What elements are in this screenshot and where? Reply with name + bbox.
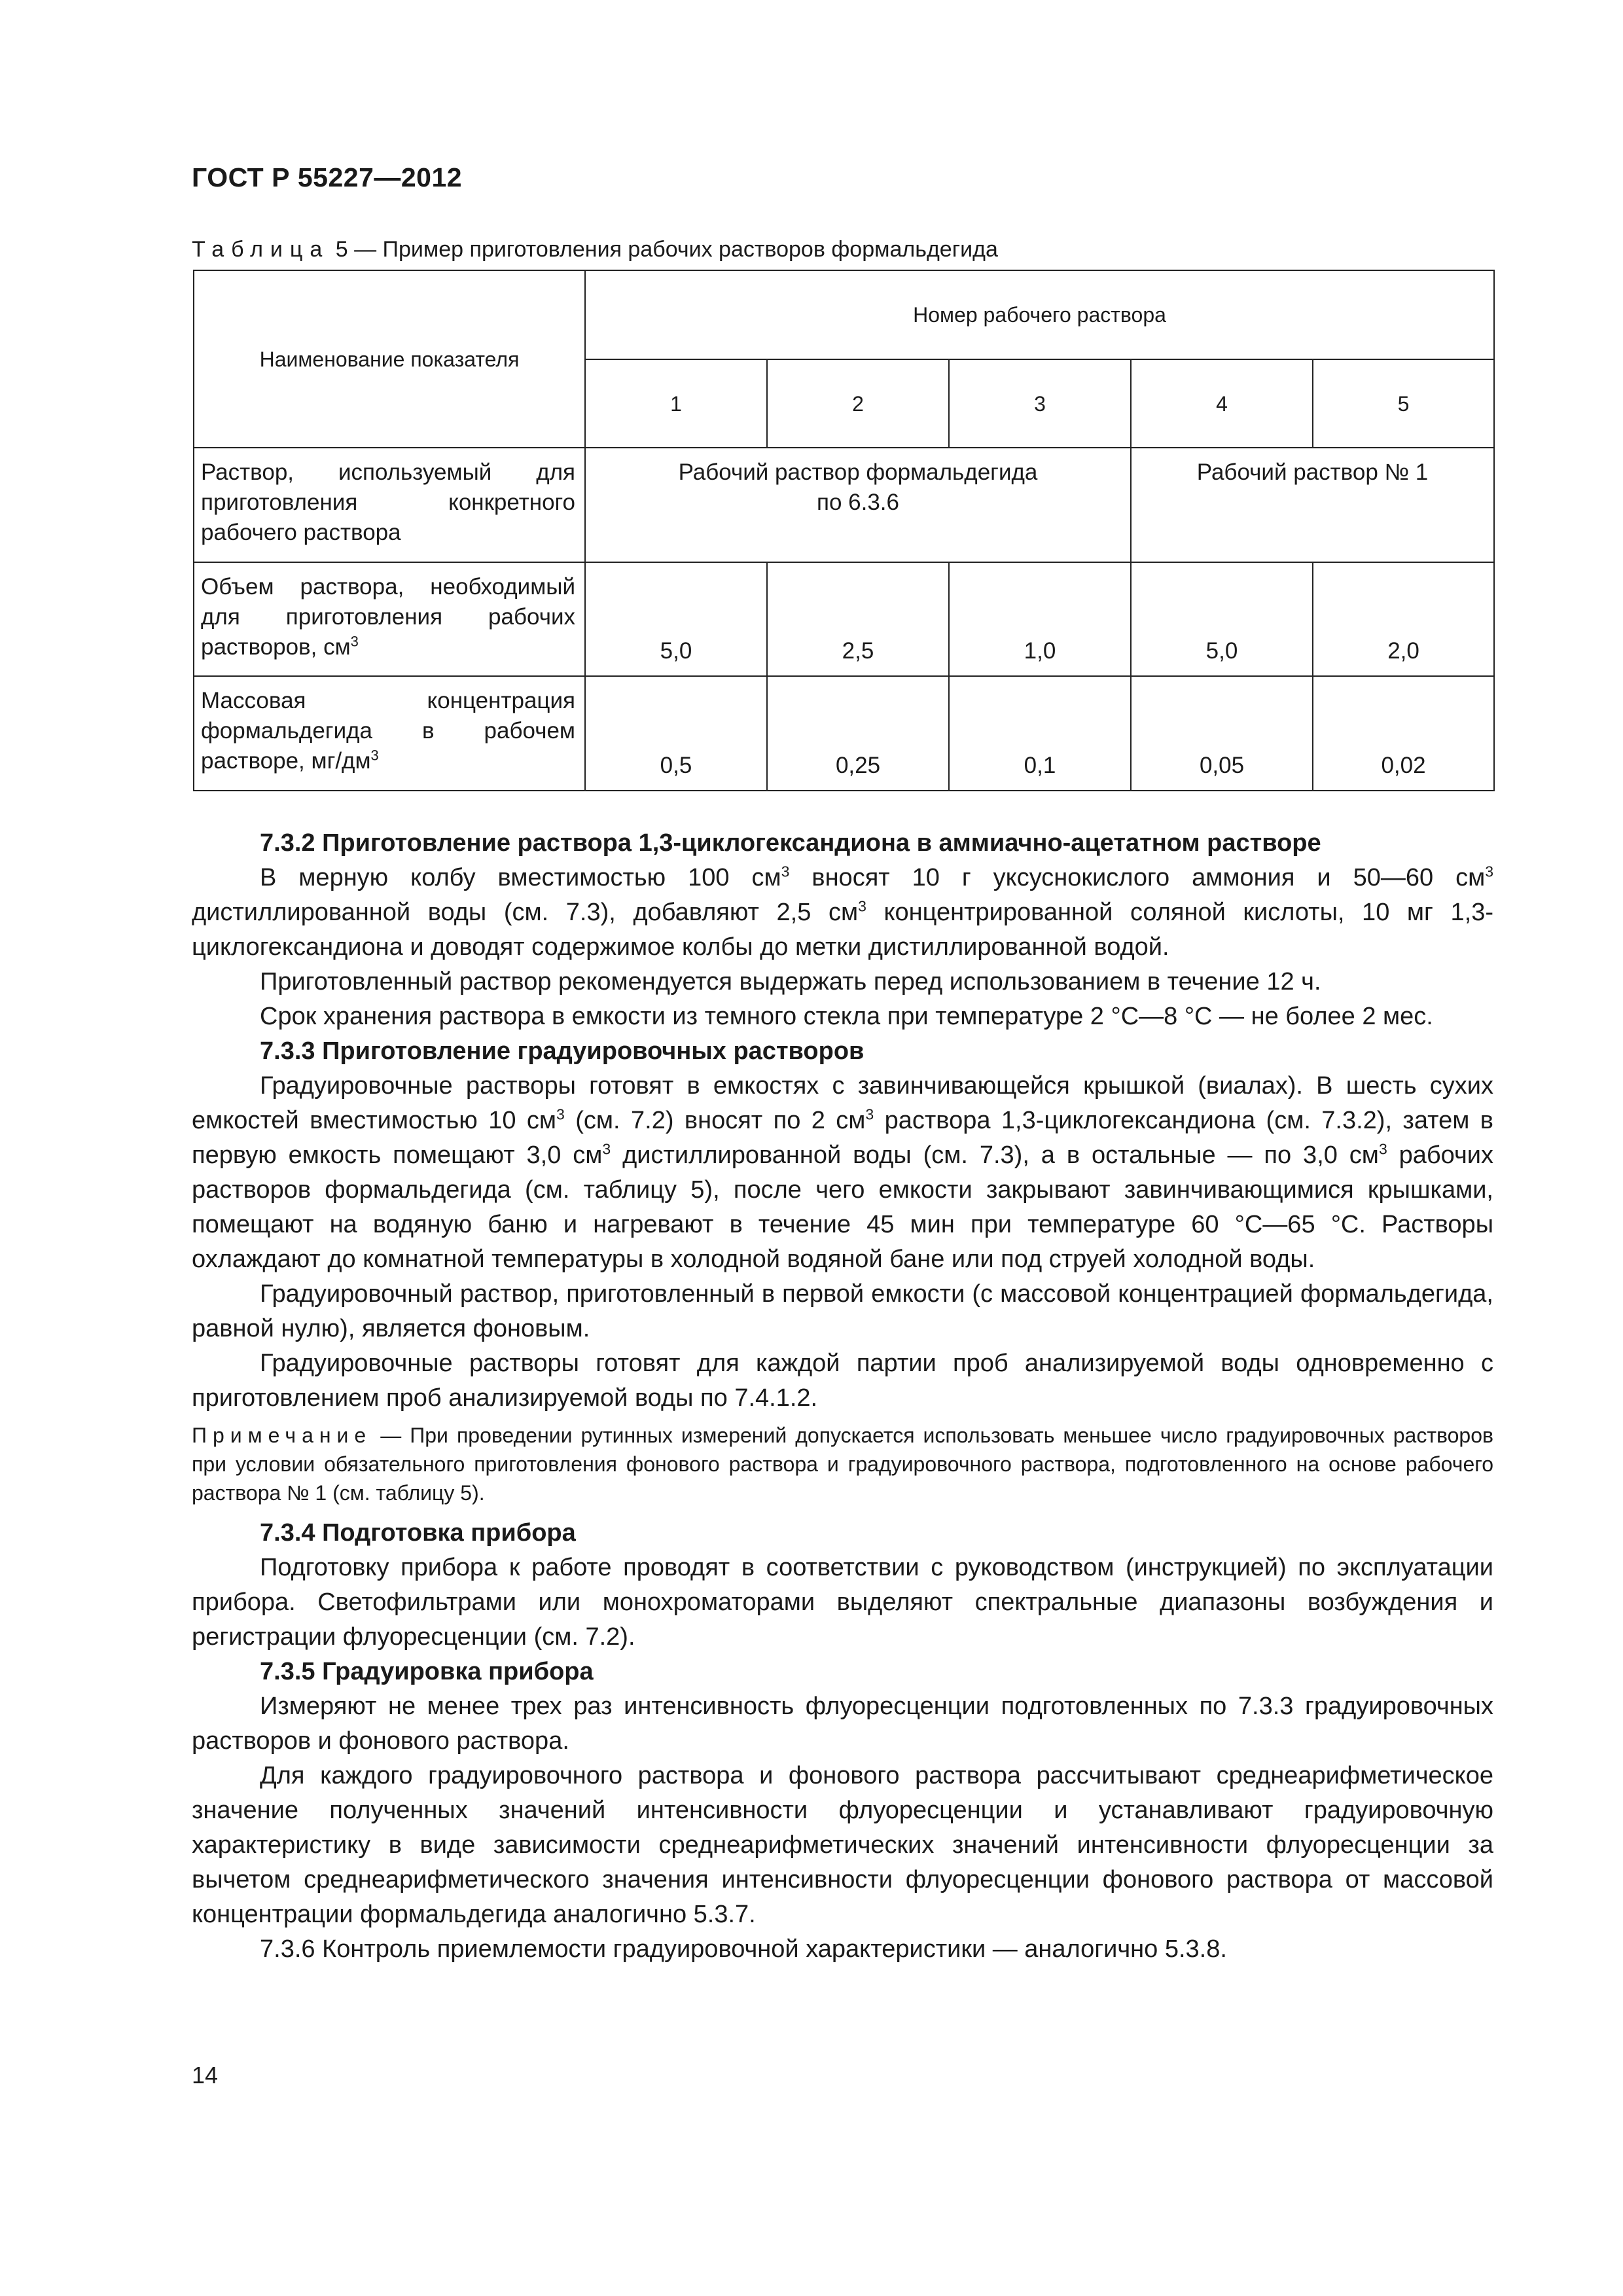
table-caption [192, 237, 998, 262]
text-run: Градуировочные растворы готовят в емкостях с завинчивающейся крышкой (виалах). В шесть сухих емкостей вместимостью 10 см [192, 1072, 1493, 1134]
table-row [194, 676, 1494, 791]
text-run: концентрированной соляной кислоты, 10 мг 1,3-циклогександиона и доводят содержимое колбы до метки дистиллированной водой. [192, 899, 1494, 961]
section-7-3-6: 7.3.6 Контроль приемлемости градуировочной характеристики — аналогично 5.3.8. [260, 1935, 1227, 1963]
paragraph: Градуировочные растворы готовят для каждой партии проб анализируемой воды одновременно с приготовлением проб анализируемой воды по 7.4.1.2. [192, 1350, 1493, 1412]
cell-volume-3: 1,0 [949, 562, 1131, 676]
cell-volume-1: 5,0 [585, 562, 767, 676]
cell-source-formaldehyde [585, 448, 1131, 562]
note-text: — При проведении рутинных измерений допускается использовать меньшее число градуировочных растворов при условии обязательного приготовления фонового раствора и градуировочного раствора, подготовленного на основе рабочего раствора № 1 (см. таблицу 5). [192, 1424, 1493, 1505]
paragraph: Срок хранения раствора в емкости из темного стекла при температуре 2 °С—8 °С — не более 2 мес. [260, 1003, 1433, 1030]
paragraph: Приготовленный раствор рекомендуется выдержать перед использованием в течение 12 ч. [260, 968, 1321, 996]
cell-concentration-2: 0,25 [767, 676, 949, 791]
formaldehyde-solutions-table [193, 270, 1495, 791]
header-cell-col-5: 5 [1313, 359, 1494, 448]
cell-concentration-3: 0,1 [949, 676, 1131, 791]
row-label-volume [194, 562, 585, 676]
text-run: вносят 10 г уксуснокислого аммония и 50—60 см [789, 864, 1486, 891]
header-cell-col-1: 1 [585, 359, 767, 448]
paragraph: Измеряют не менее трех раз интенсивность флуоресценции подготовленных по 7.3.3 градуировочных растворов и фонового раствора. [192, 1693, 1493, 1755]
table-row [194, 448, 1494, 562]
row-label-volume-sup: 3 [350, 633, 359, 650]
text-run: рабочих растворов формальдегида (см. таблицу 5), после чего емкости закрывают завинчивающимися крышками, помещают на водяную баню и нагревают в течение 45 мин при температуре 60 °С—65 °С. Растворы охлаждают до комнатной температуры в холодной водяной бане или под струей холодной воды. [192, 1141, 1494, 1273]
cell-volume-4: 5,0 [1131, 562, 1313, 676]
cell-source-working-solution-1: Рабочий раствор № 1 [1131, 448, 1494, 562]
cell-volume-5: 2,0 [1313, 562, 1494, 676]
note [192, 1421, 1493, 1507]
text-run: раствора 1,3-циклогександиона (см. 7.3.2), затем в первую емкость помещают 3,0 см [192, 1107, 1493, 1169]
cell-concentration-5: 0,02 [1313, 676, 1494, 791]
table-caption-text: 5 — Пример приготовления рабочих растворов формальдегида [329, 237, 998, 262]
row-label-volume-text: Объем раствора, необходимый для приготовления рабочих растворов, см [201, 574, 575, 660]
cell-concentration-4: 0,05 [1131, 676, 1313, 791]
superscript: 3 [556, 1105, 565, 1123]
cell-concentration-1: 0,5 [585, 676, 767, 791]
section-heading-7-3-3: 7.3.3 Приготовление градуировочных растворов [260, 1037, 865, 1065]
header-cell-col-4: 4 [1131, 359, 1313, 448]
cell-volume-2: 2,5 [767, 562, 949, 676]
superscript: 3 [865, 1105, 874, 1123]
superscript: 3 [1378, 1140, 1387, 1158]
superscript: 3 [858, 897, 866, 915]
header-cell-solution-number: Номер рабочего раствора [585, 270, 1494, 359]
text-run: (см. 7.2) вносят по 2 см [564, 1107, 866, 1134]
row-label-concentration-text: Массовая концентрация формальдегида в рабочем растворе, мг/дм [201, 688, 575, 774]
document-header: ГОСТ Р 55227—2012 [192, 162, 463, 192]
text-run: дистиллированной воды (см. 7.3), добавляют 2,5 см [192, 899, 859, 926]
paragraph: Градуировочный раствор, приготовленный в первой емкости (с массовой концентрацией формальдегида, равной нулю), является фоновым. [192, 1280, 1493, 1342]
cell-source-formaldehyde-line2: по 6.3.6 [817, 490, 899, 515]
section-heading-7-3-2: 7.3.2 Приготовление раствора 1,3-циклогександиона в аммиачно-ацетатном растворе [260, 829, 1321, 857]
paragraph [192, 861, 1493, 965]
header-cell-col-3: 3 [949, 359, 1131, 448]
row-label-concentration-sup: 3 [370, 747, 379, 764]
table-row [194, 562, 1494, 676]
note-label: Примечание [192, 1424, 372, 1447]
table-caption-label: Таблица [192, 237, 330, 262]
superscript: 3 [781, 863, 790, 880]
document-body [192, 826, 1493, 1967]
section-heading-7-3-4: 7.3.4 Подготовка прибора [260, 1519, 576, 1547]
text-run: В мерную колбу вместимостью 100 см [260, 864, 781, 891]
paragraph: Для каждого градуировочного раствора и фонового раствора рассчитывают среднеарифметическое значение полученных значений интенсивности флуоресценции и устанавливают градуировочную характеристику в виде зависимости среднеарифметических значений интенсивности флуоресценции за вычетом среднеарифметического значения интенсивности флуоресценции фонового раствора от массовой концентрации формальдегида аналогично 5.3.7. [192, 1762, 1493, 1928]
text-run: дистиллированной воды (см. 7.3), а в остальные — по 3,0 см [611, 1141, 1379, 1169]
paragraph [192, 1069, 1493, 1277]
page-number: 14 [192, 2062, 219, 2089]
superscript: 3 [602, 1140, 611, 1158]
superscript: 3 [1485, 863, 1493, 880]
row-label-source-solution: Раствор, используемый для приготовления конкретного рабочего раствора [194, 448, 585, 562]
row-label-concentration [194, 676, 585, 791]
header-cell-col-2: 2 [767, 359, 949, 448]
paragraph: Подготовку прибора к работе проводят в соответствии с руководством (инструкцией) по эксплуатации прибора. Светофильтрами или монохроматорами выделяют спектральные диапазоны возбуждения и регистрации флуоресценции (см. 7.2). [192, 1554, 1493, 1651]
cell-source-formaldehyde-line1: Рабочий раствор формальдегида [678, 459, 1038, 485]
header-cell-indicator: Наименование показателя [194, 270, 585, 448]
section-heading-7-3-5: 7.3.5 Градуировка прибора [260, 1658, 594, 1685]
